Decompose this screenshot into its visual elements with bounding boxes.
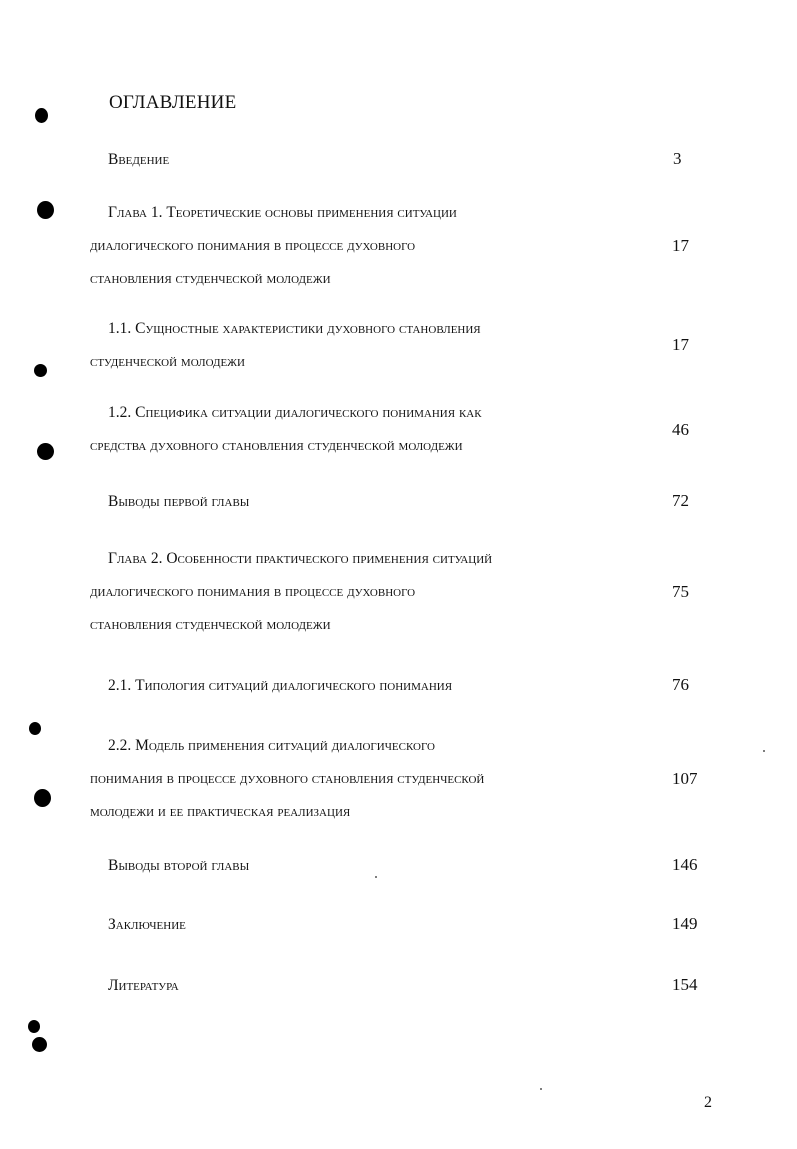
toc-entry-line: 2.1. Типология ситуаций диалогического понимания — [108, 677, 453, 694]
toc-entry-line: 2.2. Модель применения ситуаций диалогического — [108, 737, 435, 754]
toc-page-number: 146 — [672, 855, 698, 874]
toc-entry-line: Выводы первой главы — [108, 493, 250, 510]
toc-entry-line: Заключение — [108, 916, 186, 933]
toc-page-number: 75 — [672, 582, 689, 601]
toc-page-number: 154 — [672, 975, 698, 994]
toc-page-number: 3 — [673, 149, 682, 168]
toc-entry-line: студенческой молодежи — [90, 353, 245, 370]
punch-hole-mark — [37, 443, 54, 460]
toc-page-number: 107 — [672, 769, 698, 788]
punch-hole-mark — [34, 789, 51, 807]
toc-entry-line: понимания в процессе духовного становления студенческой — [90, 770, 485, 787]
toc-page-number: 17 — [672, 236, 689, 255]
punch-hole-mark — [35, 108, 48, 123]
toc-entry-line: Глава 1. Теоретические основы применения ситуации — [108, 204, 457, 221]
punch-hole-mark — [34, 364, 47, 377]
toc-entry-line: средства духовного становления студенческой молодежи — [90, 437, 463, 454]
toc-entry-line: Введение — [108, 151, 170, 168]
toc-entry-line: диалогического понимания в процессе духовного — [90, 583, 416, 600]
toc-entry-line: Литература — [108, 977, 179, 994]
toc-page-number: 76 — [672, 675, 689, 694]
toc-entry-line: становления студенческой молодежи — [90, 616, 331, 633]
toc-entry-line: молодежи и ее практическая реализация — [90, 803, 351, 820]
punch-hole-mark — [32, 1037, 47, 1052]
scan-speck — [375, 876, 377, 878]
toc-entry-line: становления студенческой молодежи — [90, 270, 331, 287]
toc-entry-line: Выводы второй главы — [108, 857, 250, 874]
toc-page-number: 46 — [672, 420, 689, 439]
toc-entry-line: диалогического понимания в процессе духовного — [90, 237, 416, 254]
toc-entry-line: 1.1. Сущностные характеристики духовного становления — [108, 320, 481, 337]
toc-entry-line: Глава 2. Особенности практического применения ситуаций — [108, 550, 493, 567]
toc-title: ОГЛАВЛЕНИЕ — [109, 92, 237, 113]
page-number: 2 — [704, 1094, 712, 1111]
scan-speck — [763, 750, 765, 752]
toc-page-number: 149 — [672, 914, 698, 933]
punch-hole-mark — [29, 722, 41, 735]
toc-page-number: 17 — [672, 335, 689, 354]
punch-hole-mark — [37, 201, 54, 219]
scan-speck — [540, 1088, 542, 1090]
punch-hole-mark — [28, 1020, 40, 1033]
toc-page-number: 72 — [672, 491, 689, 510]
toc-entry-line: 1.2. Специфика ситуации диалогического понимания как — [108, 404, 482, 421]
